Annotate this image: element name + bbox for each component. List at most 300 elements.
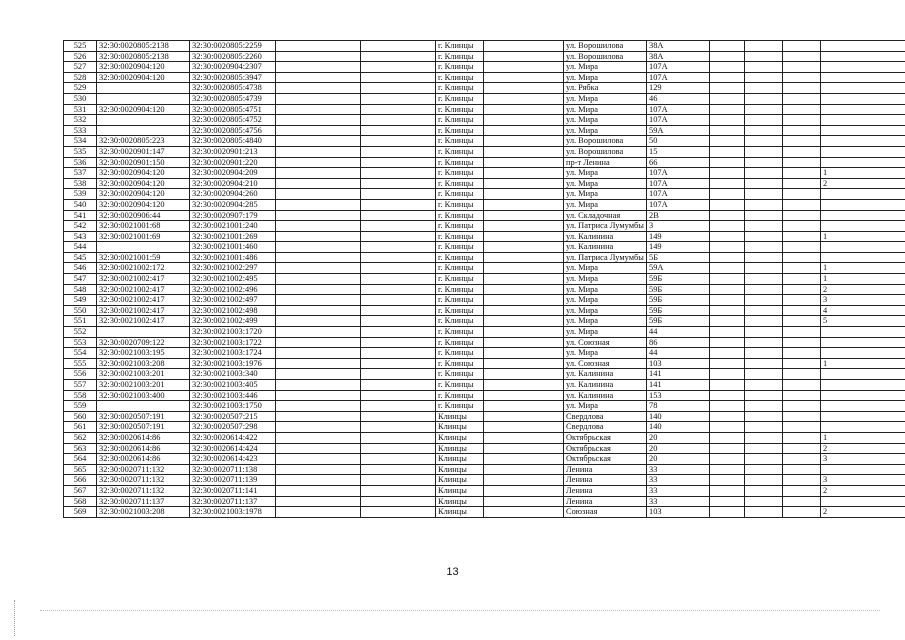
table-cell: ул. Мира: [564, 125, 647, 136]
table-cell: ул. Мира: [564, 115, 647, 126]
table-cell: [361, 284, 436, 295]
table-cell: 32:30:0020614:86: [97, 443, 190, 454]
table-cell: [710, 83, 745, 94]
table-cell: [821, 337, 905, 348]
table-cell: [276, 475, 361, 486]
table-cell: 32:30:0020904:260: [190, 189, 276, 200]
table-cell: ул. Ворошилова: [564, 41, 647, 52]
table-cell: 3: [821, 475, 905, 486]
table-cell: [276, 115, 361, 126]
table-cell: [783, 83, 821, 94]
table-cell: 59Б: [647, 284, 710, 295]
table-cell: [783, 422, 821, 433]
table-cell: 141: [647, 380, 710, 391]
table-cell: 20: [647, 443, 710, 454]
table-cell: [710, 62, 745, 73]
table-cell: 558: [64, 390, 97, 401]
table-cell: [276, 231, 361, 242]
table-cell: 78: [647, 401, 710, 412]
table-cell: [361, 62, 436, 73]
table-cell: [484, 252, 564, 263]
table-cell: [783, 337, 821, 348]
table-cell: 32:30:0021003:208: [97, 507, 190, 518]
table-cell: 32:30:0021003:446: [190, 390, 276, 401]
table-cell: [783, 443, 821, 454]
table-row: [64, 464, 905, 475]
table-cell: г. Клинцы: [436, 390, 484, 401]
table-cell: [361, 72, 436, 83]
table-cell: пр-т Ленина: [564, 157, 647, 168]
table-cell: [783, 178, 821, 189]
table-cell: 564: [64, 454, 97, 465]
table-row: [64, 199, 905, 210]
table-row: [64, 316, 905, 327]
table-cell: Октябрьская: [564, 454, 647, 465]
table-cell: [710, 274, 745, 285]
table-cell: 538: [64, 178, 97, 189]
table-cell: 529: [64, 83, 97, 94]
table-row: [64, 443, 905, 454]
table-cell: [361, 422, 436, 433]
table-cell: 1: [821, 274, 905, 285]
table-cell: [484, 72, 564, 83]
table-cell: [745, 93, 783, 104]
table-cell: г. Клинцы: [436, 83, 484, 94]
table-cell: [821, 83, 905, 94]
table-cell: 38А: [647, 41, 710, 52]
table-cell: ул. Мира: [564, 295, 647, 306]
table-cell: [745, 432, 783, 443]
table-cell: 553: [64, 337, 97, 348]
table-cell: 59Б: [647, 295, 710, 306]
table-cell: [484, 242, 564, 253]
table-cell: [821, 252, 905, 263]
table-cell: [783, 507, 821, 518]
table-cell: [821, 157, 905, 168]
table-cell: [783, 125, 821, 136]
table-cell: [484, 348, 564, 359]
table-cell: 33: [647, 496, 710, 507]
table-cell: 32:30:0021002:417: [97, 316, 190, 327]
table-cell: [821, 189, 905, 200]
table-cell: 561: [64, 422, 97, 433]
table-cell: 32:30:0021003:405: [190, 380, 276, 391]
table-cell: [745, 305, 783, 316]
table-cell: 567: [64, 485, 97, 496]
table-cell: г. Клинцы: [436, 62, 484, 73]
table-cell: 32:30:0020805:2138: [97, 51, 190, 62]
table-cell: 32:30:0020805:2259: [190, 41, 276, 52]
table-cell: [710, 221, 745, 232]
table-cell: 2В: [647, 210, 710, 221]
table-cell: 4: [821, 305, 905, 316]
table-cell: [484, 274, 564, 285]
table-cell: 551: [64, 316, 97, 327]
table-cell: 44: [647, 348, 710, 359]
table-cell: [276, 189, 361, 200]
table-cell: [745, 485, 783, 496]
table-cell: г. Клинцы: [436, 369, 484, 380]
table-cell: г. Клинцы: [436, 125, 484, 136]
table-row: [64, 295, 905, 306]
table-cell: [361, 316, 436, 327]
table-row: [64, 231, 905, 242]
table-cell: [484, 231, 564, 242]
table-cell: [361, 93, 436, 104]
table-cell: 535: [64, 146, 97, 157]
table-cell: 527: [64, 62, 97, 73]
table-cell: ул. Мира: [564, 168, 647, 179]
table-cell: [745, 199, 783, 210]
table-cell: [361, 83, 436, 94]
table-cell: [276, 263, 361, 274]
table-cell: [276, 221, 361, 232]
table-cell: [361, 231, 436, 242]
table-cell: г. Клинцы: [436, 146, 484, 157]
table-cell: [745, 41, 783, 52]
table-cell: Октябрьская: [564, 432, 647, 443]
table-cell: [783, 168, 821, 179]
table-cell: 539: [64, 189, 97, 200]
table-cell: [783, 380, 821, 391]
table-cell: 32:30:0020507:215: [190, 411, 276, 422]
table-cell: 5Б: [647, 252, 710, 263]
table-cell: 32:30:0020805:4751: [190, 104, 276, 115]
table-cell: [484, 210, 564, 221]
table-cell: [276, 411, 361, 422]
table-cell: [821, 125, 905, 136]
table-cell: [97, 93, 190, 104]
table-cell: г. Клинцы: [436, 51, 484, 62]
table-cell: 554: [64, 348, 97, 359]
table-cell: 59А: [647, 125, 710, 136]
table-cell: 59Б: [647, 274, 710, 285]
table-cell: г. Клинцы: [436, 221, 484, 232]
table-cell: 541: [64, 210, 97, 221]
table-cell: [276, 485, 361, 496]
table-cell: 525: [64, 41, 97, 52]
table-cell: 38А: [647, 51, 710, 62]
table-cell: 59А: [647, 263, 710, 274]
table-cell: [484, 337, 564, 348]
table-cell: 1: [821, 231, 905, 242]
table-cell: 526: [64, 51, 97, 62]
table-cell: [710, 369, 745, 380]
table-cell: 107А: [647, 115, 710, 126]
table-cell: 32:30:0020805:2138: [97, 41, 190, 52]
table-cell: [484, 305, 564, 316]
table-cell: [821, 104, 905, 115]
table-cell: [361, 252, 436, 263]
table-row: [64, 210, 905, 221]
table-cell: [821, 72, 905, 83]
table-cell: 107А: [647, 189, 710, 200]
table-cell: 540: [64, 199, 97, 210]
table-cell: 32:30:0020805:4752: [190, 115, 276, 126]
table-cell: [361, 178, 436, 189]
table-cell: [361, 41, 436, 52]
table-cell: [745, 242, 783, 253]
table-cell: 59Б: [647, 305, 710, 316]
table-cell: 556: [64, 369, 97, 380]
table-cell: [710, 358, 745, 369]
table-row: [64, 507, 905, 518]
table-cell: 32:30:0021002:499: [190, 316, 276, 327]
table-cell: [484, 411, 564, 422]
table-cell: [783, 199, 821, 210]
table-cell: [821, 41, 905, 52]
table-cell: [783, 146, 821, 157]
table-cell: Свердлова: [564, 422, 647, 433]
table-cell: [361, 136, 436, 147]
table-cell: [710, 337, 745, 348]
table-cell: ул. Мира: [564, 199, 647, 210]
table-row: [64, 274, 905, 285]
table-cell: 50: [647, 136, 710, 147]
table-cell: [745, 104, 783, 115]
table-row: [64, 115, 905, 126]
table-cell: [361, 189, 436, 200]
table-cell: [276, 125, 361, 136]
table-row: [64, 189, 905, 200]
table-cell: ул. Калинина: [564, 231, 647, 242]
table-cell: ул. Складочная: [564, 210, 647, 221]
table-cell: 537: [64, 168, 97, 179]
table-cell: [484, 422, 564, 433]
table-cell: г. Клинцы: [436, 316, 484, 327]
table-row: [64, 327, 905, 338]
table-cell: [361, 475, 436, 486]
table-cell: 32:30:0021001:240: [190, 221, 276, 232]
table-row: [64, 242, 905, 253]
table-cell: ул. Мира: [564, 189, 647, 200]
table-cell: 32:30:0021002:172: [97, 263, 190, 274]
table-cell: Клинцы: [436, 507, 484, 518]
table-cell: 140: [647, 411, 710, 422]
table-cell: [710, 242, 745, 253]
table-cell: [710, 72, 745, 83]
table-cell: [484, 146, 564, 157]
table-cell: 86: [647, 337, 710, 348]
table-cell: ул. Мира: [564, 401, 647, 412]
table-cell: 1: [821, 432, 905, 443]
table-cell: 532: [64, 115, 97, 126]
table-cell: 20: [647, 432, 710, 443]
table-cell: Клинцы: [436, 475, 484, 486]
table-cell: 32:30:0021003:1978: [190, 507, 276, 518]
table-cell: [710, 485, 745, 496]
table-cell: 543: [64, 231, 97, 242]
table-row: [64, 401, 905, 412]
table-cell: [361, 115, 436, 126]
table-cell: 32:30:0020614:424: [190, 443, 276, 454]
table-cell: [745, 189, 783, 200]
table-cell: [276, 136, 361, 147]
table-cell: [745, 475, 783, 486]
table-cell: 32:30:0020507:298: [190, 422, 276, 433]
table-cell: [710, 327, 745, 338]
table-cell: Октябрьская: [564, 443, 647, 454]
table-cell: [276, 327, 361, 338]
table-cell: [361, 401, 436, 412]
table-row: [64, 41, 905, 52]
table-cell: ул. Мира: [564, 327, 647, 338]
table-cell: [821, 401, 905, 412]
table-cell: [710, 263, 745, 274]
table-cell: 33: [647, 475, 710, 486]
table-cell: [745, 83, 783, 94]
table-cell: Клинцы: [436, 443, 484, 454]
table-cell: 66: [647, 157, 710, 168]
table-cell: 550: [64, 305, 97, 316]
table-cell: [484, 93, 564, 104]
table-cell: [276, 507, 361, 518]
table-cell: ул. Мира: [564, 72, 647, 83]
table-cell: 3: [821, 454, 905, 465]
table-cell: 32:30:0021003:201: [97, 369, 190, 380]
table-cell: Клинцы: [436, 496, 484, 507]
table-cell: [361, 125, 436, 136]
table-cell: [276, 284, 361, 295]
table-cell: 32:30:0021003:340: [190, 369, 276, 380]
table-cell: [484, 199, 564, 210]
table-cell: г. Клинцы: [436, 252, 484, 263]
table-cell: [484, 189, 564, 200]
table-cell: [783, 390, 821, 401]
table-cell: [745, 284, 783, 295]
table-cell: [821, 464, 905, 475]
table-cell: [821, 242, 905, 253]
table-cell: [783, 327, 821, 338]
table-row: [64, 263, 905, 274]
table-cell: [783, 432, 821, 443]
table-cell: [783, 189, 821, 200]
table-row: [64, 157, 905, 168]
table-cell: 33: [647, 464, 710, 475]
registry-table: [63, 40, 905, 518]
table-cell: [276, 348, 361, 359]
table-cell: [484, 401, 564, 412]
table-cell: [484, 284, 564, 295]
table-cell: г. Клинцы: [436, 72, 484, 83]
table-cell: г. Клинцы: [436, 157, 484, 168]
table-cell: ул. Мира: [564, 104, 647, 115]
table-cell: 3: [647, 221, 710, 232]
table-cell: [710, 136, 745, 147]
table-cell: [745, 411, 783, 422]
table-cell: 32:30:0021002:417: [97, 305, 190, 316]
table-cell: [361, 432, 436, 443]
table-cell: ул. Калинина: [564, 369, 647, 380]
table-cell: [361, 411, 436, 422]
table-row: [64, 475, 905, 486]
table-cell: 32:30:0020507:191: [97, 422, 190, 433]
table-cell: [783, 401, 821, 412]
table-cell: [361, 454, 436, 465]
table-cell: 32:30:0021003:1722: [190, 337, 276, 348]
table-cell: [745, 316, 783, 327]
table-cell: [361, 305, 436, 316]
table-cell: [745, 51, 783, 62]
table-cell: 32:30:0020904:285: [190, 199, 276, 210]
table-cell: г. Клинцы: [436, 210, 484, 221]
table-row: [64, 369, 905, 380]
table-cell: [783, 157, 821, 168]
table-cell: 32:30:0020711:141: [190, 485, 276, 496]
table-cell: 32:30:0021003:400: [97, 390, 190, 401]
table-cell: [276, 432, 361, 443]
table-cell: [361, 496, 436, 507]
table-cell: [710, 115, 745, 126]
table-cell: [783, 348, 821, 359]
table-cell: [783, 115, 821, 126]
table-cell: 32:30:0021003:201: [97, 380, 190, 391]
table-row: [64, 136, 905, 147]
registry-sheet: [63, 40, 845, 518]
table-row: [64, 221, 905, 232]
table-cell: 32:30:0021001:269: [190, 231, 276, 242]
table-cell: 32:30:0021002:417: [97, 284, 190, 295]
table-cell: [361, 168, 436, 179]
table-cell: [783, 274, 821, 285]
table-cell: [821, 411, 905, 422]
table-cell: [484, 62, 564, 73]
table-cell: Клинцы: [436, 411, 484, 422]
table-cell: 153: [647, 390, 710, 401]
table-cell: [484, 443, 564, 454]
table-cell: [821, 210, 905, 221]
table-cell: г. Клинцы: [436, 337, 484, 348]
table-cell: [710, 443, 745, 454]
table-cell: [484, 178, 564, 189]
table-cell: [745, 178, 783, 189]
table-cell: 32:30:0020904:209: [190, 168, 276, 179]
table-cell: 569: [64, 507, 97, 518]
table-cell: [276, 242, 361, 253]
table-cell: 560: [64, 411, 97, 422]
table-cell: 32:30:0020901:213: [190, 146, 276, 157]
table-cell: [361, 337, 436, 348]
table-cell: [484, 115, 564, 126]
table-cell: [783, 295, 821, 306]
table-cell: 1: [821, 168, 905, 179]
table-cell: [710, 178, 745, 189]
table-cell: 103: [647, 358, 710, 369]
table-cell: [276, 380, 361, 391]
table-cell: [710, 380, 745, 391]
table-cell: 549: [64, 295, 97, 306]
table-cell: 32:30:0020805:4738: [190, 83, 276, 94]
table-cell: г. Клинцы: [436, 305, 484, 316]
table-cell: [484, 157, 564, 168]
table-cell: 32:30:0021002:297: [190, 263, 276, 274]
table-cell: 129: [647, 83, 710, 94]
table-cell: [361, 146, 436, 157]
table-cell: 5: [821, 316, 905, 327]
table-cell: 149: [647, 231, 710, 242]
table-cell: 32:30:0020711:137: [97, 496, 190, 507]
table-cell: [745, 496, 783, 507]
table-cell: [710, 51, 745, 62]
table-cell: г. Клинцы: [436, 178, 484, 189]
table-cell: [361, 263, 436, 274]
table-cell: 32:30:0020711:132: [97, 485, 190, 496]
table-cell: ул. Патриса Лумумбы: [564, 221, 647, 232]
table-row: [64, 485, 905, 496]
table-cell: 32:30:0020614:422: [190, 432, 276, 443]
table-cell: 107А: [647, 178, 710, 189]
table-cell: Клинцы: [436, 464, 484, 475]
